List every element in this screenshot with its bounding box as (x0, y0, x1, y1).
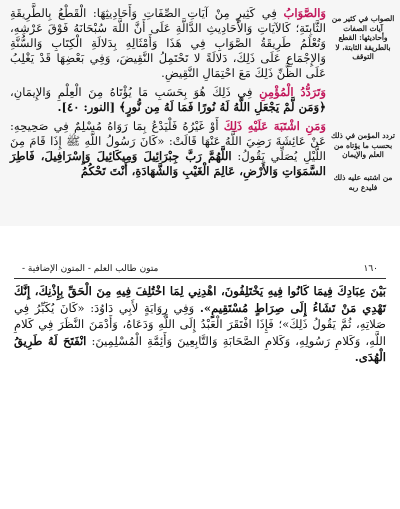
paragraph-lead-correct-way: وَالصَّوَابُ (283, 6, 327, 20)
paragraph-body: أَوْ غَيْرُهُ فَلْيَدْعُ بِمَا رَوَاهُ مُسْلِمٌ فِي صَحِيحِهِ: عَنْ عَائِشَةَ رَضِيَ اللَّهُ عَنْهَا قَالَتْ: «كَانَ رَسُولُ اللَّهِ ﷺ إِذَا قَامَ مِنَ اللَّيْلِ يُصَلِّي يَقُولُ: (10, 119, 326, 163)
paragraph-correct-way (10, 6, 326, 81)
page-number: ١٦٠ (363, 264, 378, 274)
quran-verse-quote: ﴿وَمَن لَّمْ يَجْعَلِ اللَّهُ لَهُ نُورًا فَمَا لَهُ مِن نُّورٍ﴾ [النور: ٤٠]. (57, 100, 326, 114)
upper-page-section (0, 0, 400, 226)
conclusion-guidance: انْفَتَحَ لَهُ طَرِيقُ الْهُدَى. (14, 333, 386, 364)
hadith-dua-continuation: بَيْنَ عِبَادِكَ فِيمَا كَانُوا فِيهِ يَخْتَلِفُونَ، اهْدِنِي لِمَا اخْتُلِفَ فِيهِ مِنَ الْحَقِّ بِإِذْنِكَ، إِنَّكَ تَهْدِي مَنْ تَشَاءُ إِلَى صِرَاطٍ مُسْتَقِيمٍ». (14, 284, 386, 315)
margin-note-believer: تردد المؤمن في ذلك بحسب ما يؤتاه من العلم والإيمان (331, 131, 395, 160)
margin-note-correct-way: الصواب في كثير من آيات الصفات وأحاديثها: القطع بالطريقة الثابتة، لا التوقف (331, 14, 395, 62)
paragraph-believer-hesitation (10, 85, 326, 115)
running-header-title: متون طالب العلم - المتون الإضافية - (22, 264, 159, 274)
paragraph-body: فِي كَثِيرٍ مِنْ آيَاتِ الصِّفَاتِ وَأَحَادِيثِهَا: الْقَطْعُ بِالطَّرِيقَةِ الثَّابِتَةِ؛ كَالآيَاتِ وَالأَحَادِيثِ الدَّالَّةِ عَلَى أَنَّ اللَّهَ سُبْحَانَهُ فَوْقَ عَرْشِهِ، وَتُعْلَمُ طَرِيقَةُ الصَّوَابِ فِي هَذَا وَأَمْثَالِهِ بِدَلالَةِ الْكِتَابِ وَالسُّنَّةِ وَالإِجْمَاعِ عَلَى ذَلِكَ، دَلالَةً لا تَحْتَمِلُ النَّقِيضَ، وَفِي بَعْضِهَا قَدْ يَغْلِبُ عَلَى الظَّنِّ ذَلِكَ مَعَ احْتِمَالِ النَّقِيضِ. (10, 6, 326, 80)
main-text-column (10, 6, 326, 183)
paragraph-lead-doubt: وَمَنِ اشْتَبَهَ عَلَيْهِ ذَلِكَ (223, 119, 327, 133)
running-header (14, 262, 386, 279)
hadith-dua-quote: اللَّهُمَّ رَبَّ جِبْرَائِيلَ وَمِيكَائِيلَ وَإِسْرَافِيلَ، فَاطِرَ السَّمَوَاتِ وَالأَرْضِ، عَالِمَ الْغَيْبِ وَالشَّهَادَةِ، أَنْتَ تَحْكُمُ (10, 149, 326, 178)
paragraph-lead-believer: وَتَرَدُّدُ الْمُؤْمِنِ (259, 85, 326, 99)
margin-note-doubt: من اشتبه عليه ذلك فليدع ربه (333, 173, 393, 192)
paragraph-supplication (10, 119, 326, 179)
paragraph-body: فِي ذَلِكَ هُوَ بِحَسَبِ مَا يُؤْتَاهُ مِنَ الْعِلْمِ وَالإِيمَانِ، (10, 85, 253, 99)
lower-text-column (14, 283, 386, 366)
abu-dawud-narration: وَفِي رِوَايَةٍ لأَبِي دَاوُدَ: «كَانَ يُكَبِّرُ فِي صَلاتِهِ، ثُمَّ يَقُولُ ذَلِكَ»؛ فَإِذَا افْتَقَرَ الْعَبْدُ إِلَى اللَّهِ وَدَعَاهُ، وَأَدْمَنَ النَّظَرَ فِي كَلامِ اللَّهِ، وَكَلامِ رَسُولِهِ، وَكَلامِ الصَّحَابَةِ وَالتَّابِعِينَ وَأَئِمَّةِ الْمُسْلِمِينَ: (14, 300, 386, 348)
